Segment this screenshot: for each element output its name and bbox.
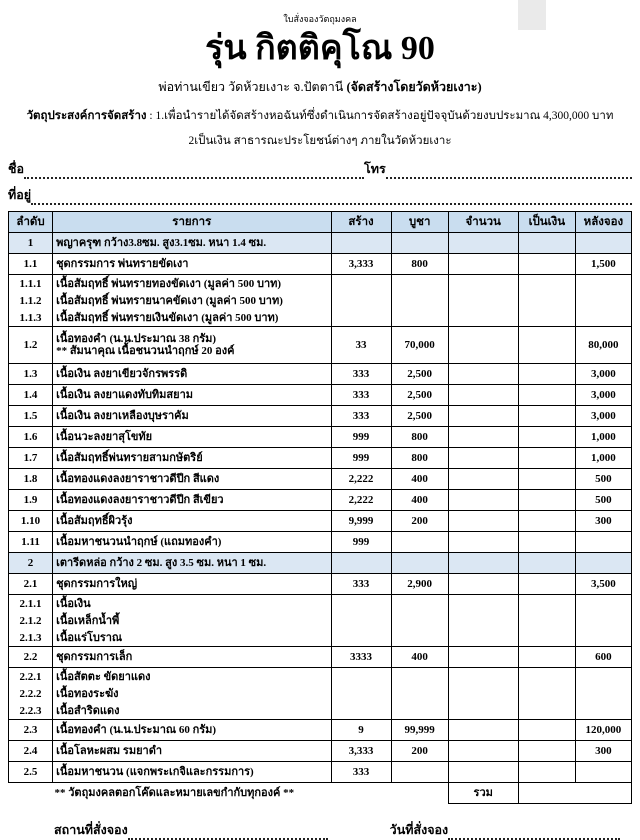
cell-qty	[448, 254, 518, 275]
cell-create	[331, 309, 391, 327]
table-row	[9, 327, 632, 364]
table-row	[9, 309, 632, 327]
cell-create	[331, 292, 391, 309]
cell-name: เนื้อทองแดงลงยาราชาวดีปีก สีเขียว	[53, 490, 331, 511]
name-fill-field	[24, 165, 364, 180]
table-row	[9, 532, 632, 553]
cell-money	[518, 647, 575, 668]
cell-no: 1.7	[9, 448, 53, 469]
cell-after	[575, 292, 631, 309]
table-row	[9, 762, 632, 783]
cell-money	[518, 327, 575, 364]
cell-money	[518, 275, 575, 293]
cell-money	[518, 448, 575, 469]
cell-name: เนื้อทองคำ (น.น.ประมาณ 38 กรัม) ** สัมนาคุณ เนื้อชนวนนำฤกษ์ 20 องค์	[53, 327, 331, 364]
cell-qty	[448, 448, 518, 469]
cell-no: 1	[9, 233, 53, 254]
cell-price: 70,000	[391, 327, 448, 364]
cell-qty	[448, 292, 518, 309]
cell-qty	[448, 702, 518, 720]
cell-name: เนื้อมหาชนวน (แจกพระเกจิและกรรมการ)	[53, 762, 331, 783]
purpose-text: : 1.เพื่อนำรายได้จัดสร้างหอฉันท์ซึ่งดำเนินการจัดสร้างอยู่ปัจจุบันด้วยงบประมาณ 4,300,000 บาท	[146, 110, 614, 123]
cell-qty	[448, 309, 518, 327]
column-header: บูชา	[391, 212, 448, 233]
cell-price: 99,999	[391, 720, 448, 741]
cell-no: 1.1	[9, 254, 53, 275]
cell-qty	[448, 385, 518, 406]
table-row	[9, 292, 632, 309]
cell-price	[391, 762, 448, 783]
temple-name: พ่อท่านเขียว วัดห้วยเงาะ จ.ปัตตานี	[158, 80, 347, 95]
cell-create	[331, 233, 391, 254]
cell-no: 2.1	[9, 574, 53, 595]
order-date-fill-field	[448, 826, 620, 840]
cell-create: 33	[331, 327, 391, 364]
cell-no: 1.2	[9, 327, 53, 364]
temple-subtitle	[8, 77, 632, 97]
cell-qty	[448, 668, 518, 686]
column-header: สร้าง	[331, 212, 391, 233]
cell-after: 3,500	[575, 574, 631, 595]
cell-qty	[448, 233, 518, 254]
table-row	[9, 275, 632, 293]
cell-money	[518, 612, 575, 629]
cell-name: เนื้อเงิน ลงยาแดงทับทิมสยาม	[53, 385, 331, 406]
cell-name: เนื้อสัตตะ ขัดยาแดง	[53, 668, 331, 686]
cell-after	[575, 629, 631, 647]
cell-qty	[448, 532, 518, 553]
cell-create: 999	[331, 448, 391, 469]
cell-name: เนื้อสำริดแดง	[53, 702, 331, 720]
address-line	[8, 185, 632, 205]
scan-artifact	[518, 0, 546, 30]
cell-price: 2,900	[391, 574, 448, 595]
column-header: เป็นเงิน	[518, 212, 575, 233]
cell-price: 2,500	[391, 385, 448, 406]
table-row	[9, 612, 632, 629]
order-date-label: วันที่สั่งจอง	[389, 823, 449, 838]
cell-create: 333	[331, 364, 391, 385]
cell-name: เนื้อสัมฤทธิ์ผิวรุ้ง	[53, 511, 331, 532]
cell-price: 400	[391, 469, 448, 490]
table-row	[9, 720, 632, 741]
cell-create: 3333	[331, 647, 391, 668]
form-type-label: ใบสั่งจองวัตถุมงคล	[283, 14, 357, 24]
order-place-fill-field	[128, 826, 328, 840]
cell-no: 2.1.2	[9, 612, 53, 629]
phone-fill-field	[386, 165, 632, 180]
cell-price	[391, 292, 448, 309]
cell-no: 1.1.2	[9, 292, 53, 309]
cell-money	[518, 595, 575, 613]
cell-money	[518, 385, 575, 406]
table-row	[9, 448, 632, 469]
table-row	[9, 668, 632, 686]
purpose-label: วัตถุประสงค์การจัดสร้าง	[26, 110, 147, 123]
cell-price: 200	[391, 741, 448, 762]
table-row	[9, 574, 632, 595]
cell-create: 3,333	[331, 741, 391, 762]
cell-qty	[448, 720, 518, 741]
cell-qty	[448, 762, 518, 783]
cell-no: 2.5	[9, 762, 53, 783]
cell-price	[391, 309, 448, 327]
cell-create	[331, 668, 391, 686]
table-row	[9, 595, 632, 613]
total-label: รวม	[448, 783, 518, 804]
cell-no: 1.5	[9, 406, 53, 427]
total-value-cell	[518, 783, 631, 804]
cell-after	[575, 685, 631, 702]
cell-money	[518, 532, 575, 553]
cell-no: 1.8	[9, 469, 53, 490]
table-row	[9, 553, 632, 574]
cell-create	[331, 629, 391, 647]
cell-name: เนื้อเงิน ลงยาเหลืองบุษราคัม	[53, 406, 331, 427]
cell-create	[331, 612, 391, 629]
cell-money	[518, 629, 575, 647]
purpose-line-1	[8, 107, 632, 125]
cell-money	[518, 490, 575, 511]
cell-after: 500	[575, 490, 631, 511]
cell-after	[575, 668, 631, 686]
cell-price: 800	[391, 254, 448, 275]
cell-price: 2,500	[391, 364, 448, 385]
cell-money	[518, 309, 575, 327]
cell-money	[518, 233, 575, 254]
cell-qty	[448, 574, 518, 595]
cell-create: 9	[331, 720, 391, 741]
table-header-row	[9, 212, 632, 233]
cell-qty	[448, 629, 518, 647]
cell-no: 2.3	[9, 720, 53, 741]
table-row	[9, 741, 632, 762]
cell-price: 400	[391, 490, 448, 511]
cell-price: 800	[391, 427, 448, 448]
cell-name: เนื้อสัมฤทธิ์ พ่นทรายทองขัดเงา (มูลค่า 500 บาท)	[53, 275, 331, 293]
table-row	[9, 385, 632, 406]
cell-qty	[448, 469, 518, 490]
cell-after: 3,000	[575, 385, 631, 406]
cell-price	[391, 595, 448, 613]
cell-name: เนื้อเหล็กน้ำพี้	[53, 612, 331, 629]
cell-after: 3,000	[575, 364, 631, 385]
cell-money	[518, 720, 575, 741]
cell-qty	[448, 553, 518, 574]
cell-create: 333	[331, 406, 391, 427]
cell-no: 1.9	[9, 490, 53, 511]
cell-no: 1.6	[9, 427, 53, 448]
cell-create: 999	[331, 427, 391, 448]
address-fill-field	[31, 191, 632, 206]
cell-qty	[448, 490, 518, 511]
cell-name: ชุดกรรมการใหญ่	[53, 574, 331, 595]
cell-price	[391, 553, 448, 574]
table-row	[9, 364, 632, 385]
cell-price	[391, 685, 448, 702]
cell-money	[518, 511, 575, 532]
cell-no: 1.4	[9, 385, 53, 406]
column-header: หลังจอง	[575, 212, 631, 233]
cell-money	[518, 668, 575, 686]
cell-create	[331, 595, 391, 613]
address-label: ที่อยู่	[8, 188, 32, 203]
cell-qty	[448, 647, 518, 668]
cell-money	[518, 741, 575, 762]
phone-label: โทร	[364, 162, 386, 177]
cell-qty	[448, 406, 518, 427]
cell-price	[391, 629, 448, 647]
table-row	[9, 469, 632, 490]
cell-name: เนื้อทองระฆัง	[53, 685, 331, 702]
cell-price	[391, 612, 448, 629]
cell-money	[518, 427, 575, 448]
cell-qty	[448, 511, 518, 532]
cell-name: เนื้อสัมฤทธิ์ พ่นทรายเงินขัดเงา (มูลค่า 500 บาท)	[53, 309, 331, 327]
name-phone-line	[8, 159, 632, 179]
cell-qty	[448, 427, 518, 448]
cell-create: 9,999	[331, 511, 391, 532]
cell-after: 300	[575, 741, 631, 762]
cell-name: เนื้อเงิน ลงยาเขียวจักรพรรดิ	[53, 364, 331, 385]
cell-qty	[448, 364, 518, 385]
table-row	[9, 647, 632, 668]
cell-name: ชุดกรรมการ พ่นทรายขัดเงา	[53, 254, 331, 275]
cell-money	[518, 469, 575, 490]
footnote: ** วัตถุมงคลตอกโค๊ดและหมายเลขกำกับทุกองค์ **	[54, 787, 295, 800]
cell-name: เนื้อทองแดงลงยาราชาวดีปีก สีแดง	[53, 469, 331, 490]
cell-price	[391, 233, 448, 254]
cell-after	[575, 762, 631, 783]
purpose-line-2: 2เป็นเงิน สาธารณะประโยชน์ต่างๆ ภายในวัดห้วยเงาะ	[188, 135, 452, 148]
cell-name: เนื้อโลหะผสม รมยาดำ	[53, 741, 331, 762]
column-header: จำนวน	[448, 212, 518, 233]
table-row	[9, 254, 632, 275]
column-header: ลำดับ	[9, 212, 53, 233]
cell-qty	[448, 741, 518, 762]
cell-no: 1.1.1	[9, 275, 53, 293]
cell-create: 333	[331, 574, 391, 595]
table-row	[9, 427, 632, 448]
cell-no: 2.2.2	[9, 685, 53, 702]
cell-no: 2.1.1	[9, 595, 53, 613]
total-row	[9, 783, 632, 804]
table-row	[9, 490, 632, 511]
cell-name: เนื้อเงิน	[53, 595, 331, 613]
cell-after	[575, 532, 631, 553]
cell-no: 1.3	[9, 364, 53, 385]
cell-no: 2.2.3	[9, 702, 53, 720]
cell-create: 2,222	[331, 490, 391, 511]
cell-no: 2.1.3	[9, 629, 53, 647]
cell-price: 200	[391, 511, 448, 532]
cell-after	[575, 275, 631, 293]
cell-after: 1,000	[575, 427, 631, 448]
cell-after: 1,500	[575, 254, 631, 275]
cell-money	[518, 292, 575, 309]
cell-name: เนื้อทองคำ (น.น.ประมาณ 60 กรัม)	[53, 720, 331, 741]
cell-after: 80,000	[575, 327, 631, 364]
cell-create: 2,222	[331, 469, 391, 490]
cell-money	[518, 364, 575, 385]
cell-no: 2.2.1	[9, 668, 53, 686]
cell-after: 300	[575, 511, 631, 532]
cell-after	[575, 553, 631, 574]
cell-after	[575, 595, 631, 613]
cell-after: 1,000	[575, 448, 631, 469]
cell-after: 3,000	[575, 406, 631, 427]
cell-money	[518, 702, 575, 720]
cell-price	[391, 668, 448, 686]
cell-price	[391, 702, 448, 720]
cell-qty	[448, 327, 518, 364]
cell-name: เตารีดหล่อ กว้าง 2 ซม. สูง 3.5 ซม. หนา 1 ซม.	[53, 553, 331, 574]
cell-no: 1.11	[9, 532, 53, 553]
cell-create: 333	[331, 385, 391, 406]
order-place-date-line	[8, 820, 632, 840]
cell-name: เนื้อนวะลงยาสุโขทัย	[53, 427, 331, 448]
cell-after	[575, 612, 631, 629]
cell-qty	[448, 595, 518, 613]
cell-no: 2.2	[9, 647, 53, 668]
cell-money	[518, 685, 575, 702]
cell-qty	[448, 612, 518, 629]
order-place-label: สถานที่สั่งจอง	[54, 823, 128, 838]
table-row	[9, 511, 632, 532]
table-row	[9, 702, 632, 720]
cell-name: เนื้อมหาชนวนนำฤกษ์ (แถมทองคำ)	[53, 532, 331, 553]
table-row	[9, 685, 632, 702]
cell-after: 600	[575, 647, 631, 668]
cell-create	[331, 685, 391, 702]
cell-create	[331, 275, 391, 293]
order-items-table	[8, 211, 632, 804]
cell-create	[331, 553, 391, 574]
cell-no: 1.10	[9, 511, 53, 532]
cell-create: 333	[331, 762, 391, 783]
cell-after	[575, 702, 631, 720]
cell-no: 2.4	[9, 741, 53, 762]
cell-price: 800	[391, 448, 448, 469]
cell-name: เนื้อแร่โบราณ	[53, 629, 331, 647]
cell-price: 2,500	[391, 406, 448, 427]
cell-name: เนื้อสัมฤทธิ์พ่นทรายสามกษัตริย์	[53, 448, 331, 469]
cell-no: 1.1.3	[9, 309, 53, 327]
cell-no: 2	[9, 553, 53, 574]
cell-after	[575, 309, 631, 327]
cell-qty	[448, 275, 518, 293]
cell-create: 999	[331, 532, 391, 553]
cell-after: 500	[575, 469, 631, 490]
cell-name: ชุดกรรมการเล็ก	[53, 647, 331, 668]
column-header: รายการ	[53, 212, 331, 233]
cell-create	[331, 702, 391, 720]
cell-money	[518, 553, 575, 574]
page-title: รุ่น กิตติคุโณ 90	[205, 30, 435, 67]
table-row	[9, 233, 632, 254]
cell-price	[391, 532, 448, 553]
cell-after: 120,000	[575, 720, 631, 741]
cell-money	[518, 762, 575, 783]
cell-money	[518, 406, 575, 427]
table-row	[9, 406, 632, 427]
table-row	[9, 629, 632, 647]
cell-name: เนื้อสัมฤทธิ์ พ่นทรายนาคขัดเงา (มูลค่า 500 บาท)	[53, 292, 331, 309]
cell-price	[391, 275, 448, 293]
cell-after	[575, 233, 631, 254]
cell-create: 3,333	[331, 254, 391, 275]
cell-money	[518, 254, 575, 275]
cell-money	[518, 574, 575, 595]
cell-name: พญาครุฑ กว้าง3.8ซม. สูง3.1ซม. หนา 1.4 ซม.	[53, 233, 331, 254]
cell-price: 400	[391, 647, 448, 668]
name-label: ชื่อ	[8, 162, 24, 177]
cell-qty	[448, 685, 518, 702]
temple-maker: (จัดสร้างโดยวัดห้วยเงาะ)	[346, 80, 482, 95]
